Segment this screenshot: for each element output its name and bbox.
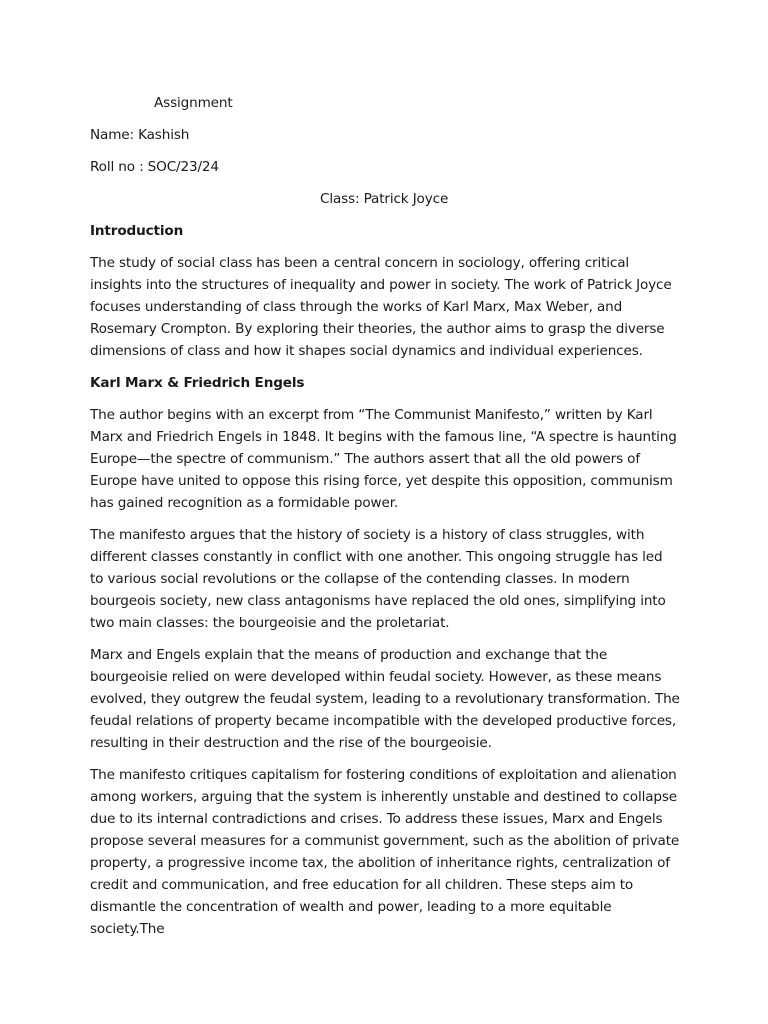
introduction-heading: Introduction xyxy=(90,223,184,239)
marx-paragraph-1: The author begins with an excerpt from “The Communist Manifesto,” written by Karl Marx and Friedrich Engels in 1848. It begins with the famous line, “A spectre is haunting Europe—the spectre of communism.” The authors assert that all the old powers of Europe have united to oppose this rising force, yet despite this opposition, communism has gained recognition as a formidable power. xyxy=(90,407,677,511)
student-name: Name: Kashish xyxy=(90,127,190,143)
marx-paragraph-2: The manifesto argues that the history of society is a history of class struggles, with different classes constantly in conflict with one another. This ongoing struggle has led to various social revolutions or the collapse of the contending classes. In modern bourgeois society, new class antagonisms have replaced the old ones, simplifying into two main classes: the bourgeoisie and the proletariat. xyxy=(90,527,666,631)
class-label: Class: Patrick Joyce xyxy=(320,191,449,207)
document-body xyxy=(90,92,680,950)
marx-paragraph-3: Marx and Engels explain that the means of production and exchange that the bourgeoisie relied on were developed within feudal society. However, as these means evolved, they outgrew the feudal system, leading to a revolutionary transformation. The feudal relations of property became incompatible with the developed productive forces, resulting in their destruction and the rise of the bourgeoisie. xyxy=(90,647,680,751)
marx-paragraph-4: The manifesto critiques capitalism for fostering conditions of exploitation and alienation among workers, arguing that the system is inherently unstable and destined to collapse due to its internal contradictions and crises. To address these issues, Marx and Engels propose several measures for a communist government, such as the abolition of private property, a progressive income tax, the abolition of inheritance rights, centralization of credit and communication, and free education for all children. These steps aim to dismantle the concentration of wealth and power, leading to a more equitable society.The xyxy=(90,767,680,937)
roll-number: Roll no : SOC/23/24 xyxy=(90,159,219,175)
marx-engels-heading: Karl Marx & Friedrich Engels xyxy=(90,375,305,391)
introduction-paragraph: The study of social class has been a central concern in sociology, offering critical insights into the structures of inequality and power in society. The work of Patrick Joyce focuses understanding of class through the works of Karl Marx, Max Weber, and Rosemary Crompton. By exploring their theories, the author aims to grasp the diverse dimensions of class and how it shapes social dynamics and individual experiences. xyxy=(90,255,672,359)
assignment-title: Assignment xyxy=(154,95,233,111)
